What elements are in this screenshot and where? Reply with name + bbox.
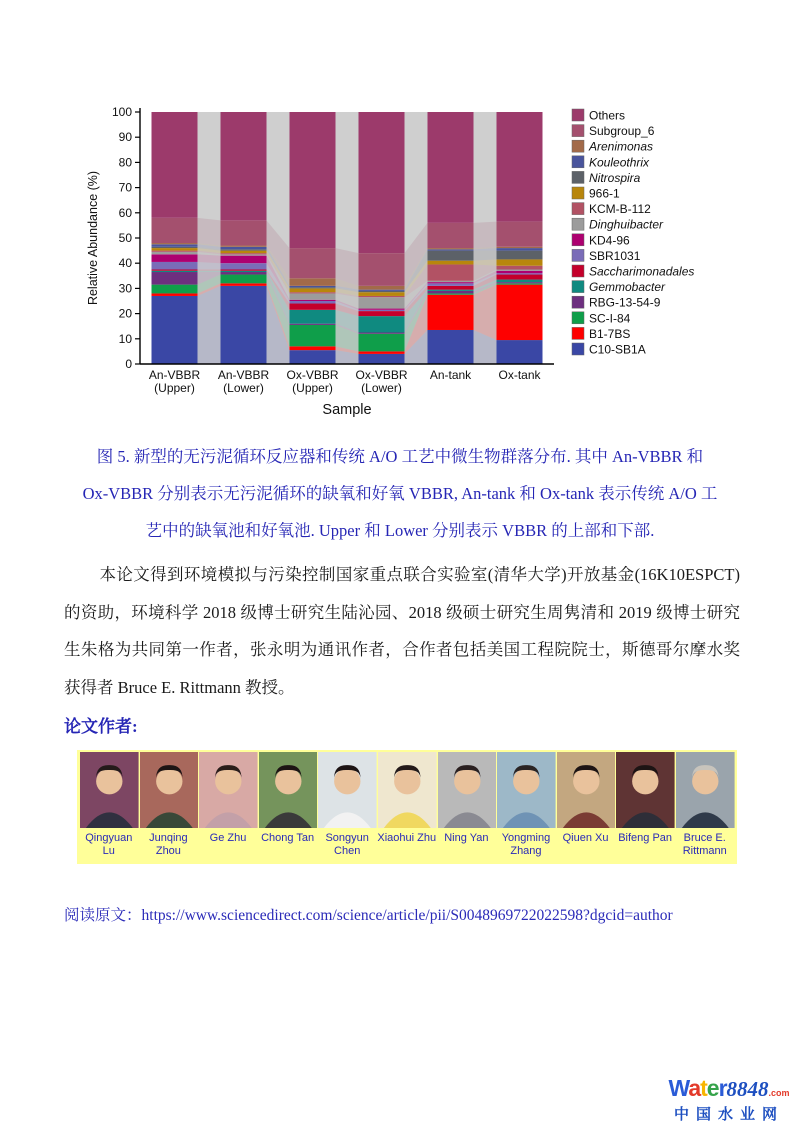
bar-segment bbox=[497, 112, 543, 222]
bar-segment bbox=[359, 316, 405, 332]
bar-segment bbox=[428, 261, 474, 265]
bar-segment bbox=[152, 251, 198, 252]
x-tick-label: (Lower) bbox=[223, 381, 264, 395]
bar-segment bbox=[359, 292, 405, 296]
legend-label: Saccharimonadales bbox=[589, 264, 695, 279]
read-original-line bbox=[64, 903, 673, 925]
bar-segment bbox=[359, 286, 405, 290]
bar-segment bbox=[152, 252, 198, 255]
alluvial-ribbon bbox=[198, 271, 221, 272]
bar-segment bbox=[497, 282, 543, 283]
x-tick-label: (Lower) bbox=[361, 381, 402, 395]
x-tick-label: An-tank bbox=[429, 368, 472, 382]
logo-number-8848: 8848 bbox=[726, 1077, 769, 1101]
y-tick-label: 30 bbox=[118, 281, 132, 296]
y-tick-label: 60 bbox=[118, 205, 132, 220]
y-tick-label: 10 bbox=[118, 331, 132, 346]
legend-label: 966-1 bbox=[589, 186, 620, 201]
bar-segment bbox=[290, 304, 336, 310]
logo-dotcom: .com bbox=[768, 1088, 790, 1098]
legend-label: Kouleothrix bbox=[589, 155, 650, 170]
bar-segment bbox=[428, 281, 474, 282]
bar-segment bbox=[359, 297, 405, 308]
bar-segment bbox=[221, 112, 267, 220]
bar-segment bbox=[221, 253, 267, 254]
x-tick-label: (Upper) bbox=[292, 381, 333, 395]
legend-swatch bbox=[572, 156, 584, 168]
bar-segment bbox=[152, 247, 198, 248]
article-link[interactable]: https://www.sciencedirect.com/science/article/pii/S0048969722022598?dgcid=author bbox=[141, 907, 673, 924]
bar-segment bbox=[221, 272, 267, 275]
bar-segment bbox=[428, 248, 474, 249]
author-name: Qingyuan Lu bbox=[85, 832, 133, 857]
bar-segment bbox=[359, 333, 405, 334]
x-tick-label: An-VBBR bbox=[217, 368, 270, 382]
bar-segment bbox=[152, 218, 198, 243]
legend-swatch bbox=[572, 343, 584, 355]
bar-segment bbox=[428, 264, 474, 280]
bar-segment bbox=[428, 249, 474, 250]
legend-label: Others bbox=[589, 108, 626, 123]
bar-segment bbox=[359, 334, 405, 352]
y-axis-label: Relative Abundance (%) bbox=[86, 170, 100, 306]
figure-caption-line: Ox-VBBR 分别表示无污泥循环的缺氧和好氧 VBBR, An-tank 和 Ox-tank 表示传统 A/O 工 bbox=[82, 484, 718, 503]
legend-swatch bbox=[572, 296, 584, 308]
bar-segment bbox=[152, 270, 198, 271]
bar-segment bbox=[290, 350, 336, 364]
bar-segment bbox=[221, 283, 267, 286]
x-tick-label: Ox-tank bbox=[498, 368, 541, 382]
author-name: Chong Tan bbox=[261, 832, 315, 844]
bar-segment bbox=[428, 295, 474, 330]
y-tick-label: 40 bbox=[118, 256, 132, 271]
bar-segment bbox=[152, 112, 198, 218]
author-photo bbox=[556, 752, 616, 828]
bar-segment bbox=[290, 112, 336, 248]
legend-swatch bbox=[572, 249, 584, 261]
bar-segment bbox=[221, 263, 267, 269]
legend-label: SC-I-84 bbox=[589, 311, 631, 326]
author-name: Ning Yan bbox=[444, 832, 489, 844]
y-tick-label: 70 bbox=[118, 180, 132, 195]
bar-segment bbox=[221, 254, 267, 255]
legend-swatch bbox=[572, 265, 584, 277]
bar-segment bbox=[152, 296, 198, 364]
bar-segment bbox=[290, 310, 336, 324]
alluvial-ribbon bbox=[198, 270, 221, 271]
bar-segment bbox=[359, 310, 405, 311]
legend-swatch bbox=[572, 203, 584, 215]
bar-segment bbox=[497, 283, 543, 284]
bar-segment bbox=[497, 266, 543, 270]
legend-swatch bbox=[572, 140, 584, 152]
bar-segment bbox=[290, 293, 336, 299]
bar-segment bbox=[497, 273, 543, 274]
bar-segment bbox=[290, 292, 336, 293]
bar-segment bbox=[428, 330, 474, 364]
logo-word-water bbox=[668, 1075, 727, 1101]
bar-segment bbox=[152, 254, 198, 262]
legend-swatch bbox=[572, 171, 584, 183]
author-photo bbox=[675, 752, 735, 828]
logo-letter: r bbox=[718, 1075, 727, 1101]
logo-letter: W bbox=[668, 1075, 689, 1101]
bar-segment bbox=[359, 351, 405, 354]
bar-segment bbox=[428, 282, 474, 283]
authors-photo-block bbox=[77, 750, 737, 864]
read-original-label: 阅读原文： bbox=[64, 907, 142, 924]
bar-segment bbox=[497, 340, 543, 364]
bar-segment bbox=[290, 325, 336, 346]
bar-segment bbox=[290, 301, 336, 304]
author-photo bbox=[258, 752, 318, 828]
bar-segment bbox=[359, 112, 405, 253]
bar-segment bbox=[221, 286, 267, 364]
bar-segment bbox=[428, 286, 474, 290]
bar-segment bbox=[428, 112, 474, 223]
bar-segment bbox=[428, 290, 474, 291]
bar-segment bbox=[290, 346, 336, 350]
bar-segment bbox=[497, 248, 543, 251]
author-name: Qiuen Xu bbox=[562, 832, 609, 844]
legend-label: Gemmobacter bbox=[589, 280, 666, 295]
author-name: Ge Zhu bbox=[209, 832, 247, 844]
bar-segment bbox=[497, 270, 543, 271]
legend-label: Nitrospira bbox=[589, 170, 641, 185]
legend-swatch bbox=[572, 312, 584, 324]
bar-segment bbox=[497, 280, 543, 283]
legend-swatch bbox=[572, 218, 584, 230]
author-photo bbox=[79, 752, 139, 828]
legend-swatch bbox=[572, 281, 584, 293]
legend-swatch bbox=[572, 187, 584, 199]
author-photo bbox=[317, 752, 377, 828]
bar-segment bbox=[497, 285, 543, 340]
bar-segment bbox=[497, 251, 543, 260]
bar-segment bbox=[290, 287, 336, 288]
alluvial-ribbon bbox=[198, 286, 221, 364]
x-tick-label: (Upper) bbox=[154, 381, 195, 395]
bar-segment bbox=[497, 271, 543, 274]
acknowledgement-paragraph: 本论文得到环境模拟与污染控制国家重点联合实验室(清华大学)开放基金(16K10ESPCT)的资助，环境科学 2018 级博士研究生陆沁园、2018 级硕士研究生周隽清和 2019 级博士研究生朱格为共同第一作者，张永明为通讯作者，合作者包括美国工程院院士，斯德哥尔摩水奖获得者 Bruce E. Rittmann 教授。 bbox=[64, 565, 740, 697]
alluvial-ribbon bbox=[198, 262, 221, 270]
bar-segment bbox=[290, 300, 336, 301]
water8848-logo bbox=[660, 1076, 798, 1124]
bar-segment bbox=[359, 291, 405, 292]
logo-letter: a bbox=[688, 1075, 701, 1101]
y-tick-label: 50 bbox=[118, 231, 132, 245]
bar-segment bbox=[221, 220, 267, 245]
bar-segment bbox=[497, 275, 543, 280]
legend-label: KD4-96 bbox=[589, 233, 630, 248]
author-photo bbox=[377, 752, 437, 828]
bar-segment bbox=[497, 259, 543, 265]
bar-segment bbox=[428, 293, 474, 294]
author-name: Xiaohui Zhu bbox=[377, 832, 437, 844]
legend-label: KCM-B-112 bbox=[589, 202, 651, 217]
author-photo bbox=[198, 752, 258, 828]
legend-label: RBG-13-54-9 bbox=[589, 295, 661, 310]
bar-segment bbox=[290, 324, 336, 325]
author-name: Bruce E. Rittmann bbox=[682, 832, 727, 857]
bar-segment bbox=[428, 291, 474, 294]
legend-swatch bbox=[572, 234, 584, 246]
legend-label: Dinghuibacter bbox=[589, 217, 664, 232]
bar-segment bbox=[428, 283, 474, 286]
figure-caption-line: 图 5. 新型的无污泥循环反应器和传统 A/O 工艺中微生物群落分布. 其中 An-VBBR 和 bbox=[96, 447, 704, 466]
x-tick-label: Ox-VBBR bbox=[355, 368, 408, 382]
bar-segment bbox=[221, 271, 267, 272]
x-tick-label: An-VBBR bbox=[148, 368, 201, 382]
bar-segment bbox=[152, 293, 198, 296]
bar-segment bbox=[221, 275, 267, 284]
legend-label: B1-7BS bbox=[589, 326, 631, 341]
x-axis-title: Sample bbox=[322, 402, 372, 418]
bar-segment bbox=[290, 288, 336, 292]
alluvial-ribbon bbox=[474, 251, 497, 261]
legend-swatch bbox=[572, 125, 584, 137]
authors-photo-strip bbox=[77, 750, 737, 828]
bar-segment bbox=[152, 248, 198, 251]
bar-segment bbox=[152, 285, 198, 294]
bar-segment bbox=[152, 262, 198, 270]
logo-letter: t bbox=[700, 1075, 707, 1101]
logo-letter: e bbox=[706, 1075, 719, 1101]
bar-segment bbox=[359, 253, 405, 286]
taxa-stacked-bar-chart bbox=[82, 106, 750, 424]
y-tick-label: 100 bbox=[111, 106, 132, 119]
bar-segment bbox=[221, 256, 267, 264]
author-name: Bifeng Pan bbox=[618, 832, 673, 844]
author-photo bbox=[496, 752, 556, 828]
bar-segment bbox=[290, 248, 336, 278]
bar-segment bbox=[428, 223, 474, 248]
bar-segment bbox=[152, 244, 198, 247]
author-name: Yongming Zhang bbox=[501, 832, 551, 857]
author-photo bbox=[615, 752, 675, 828]
bar-segment bbox=[359, 311, 405, 316]
legend-swatch bbox=[572, 109, 584, 121]
figure-caption-line: 艺中的缺氧池和好氧池. Upper 和 Lower 分别表示 VBBR 的上部和下部. bbox=[145, 521, 655, 540]
legend-label: SBR1031 bbox=[589, 248, 641, 263]
bar-segment bbox=[497, 247, 543, 248]
author-photo bbox=[139, 752, 199, 828]
authors-heading: 论文作者: bbox=[64, 717, 138, 736]
legend-label: Arenimonas bbox=[589, 139, 654, 154]
y-tick-label: 90 bbox=[118, 130, 132, 145]
bar-segment bbox=[290, 278, 336, 286]
author-name: Songyun Chen bbox=[325, 832, 369, 857]
legend-label: Subgroup_6 bbox=[589, 124, 655, 139]
bar-segment bbox=[359, 290, 405, 291]
figure-caption bbox=[55, 438, 745, 549]
bar-segment bbox=[359, 354, 405, 364]
y-tick-label: 20 bbox=[118, 306, 132, 321]
bar-segment bbox=[221, 246, 267, 247]
alluvial-ribbon bbox=[198, 218, 221, 246]
bar-segment bbox=[497, 222, 543, 247]
bar-segment bbox=[359, 296, 405, 297]
author-photo bbox=[437, 752, 497, 828]
figure-5-chart bbox=[82, 106, 750, 424]
y-tick-label: 80 bbox=[118, 155, 132, 170]
bar-segment bbox=[221, 249, 267, 250]
bar-segment bbox=[221, 251, 267, 254]
author-name: Junqing Zhou bbox=[149, 832, 188, 857]
logo-subtitle: 中国水业网 bbox=[673, 1106, 784, 1123]
x-tick-label: Ox-VBBR bbox=[286, 368, 339, 382]
bar-segment bbox=[221, 270, 267, 271]
legend-swatch bbox=[572, 327, 584, 339]
bar-segment bbox=[152, 271, 198, 272]
bar-segment bbox=[290, 286, 336, 287]
y-tick-label: 0 bbox=[125, 357, 132, 371]
bar-segment bbox=[221, 247, 267, 250]
alluvial-ribbon bbox=[474, 222, 497, 248]
bar-segment bbox=[152, 243, 198, 244]
bar-segment bbox=[428, 251, 474, 261]
bar-segment bbox=[152, 272, 198, 285]
bar-segment bbox=[359, 309, 405, 310]
authors-name-strip bbox=[77, 828, 737, 864]
alluvial-ribbon bbox=[198, 254, 221, 263]
legend-label: C10-SB1A bbox=[589, 342, 646, 357]
